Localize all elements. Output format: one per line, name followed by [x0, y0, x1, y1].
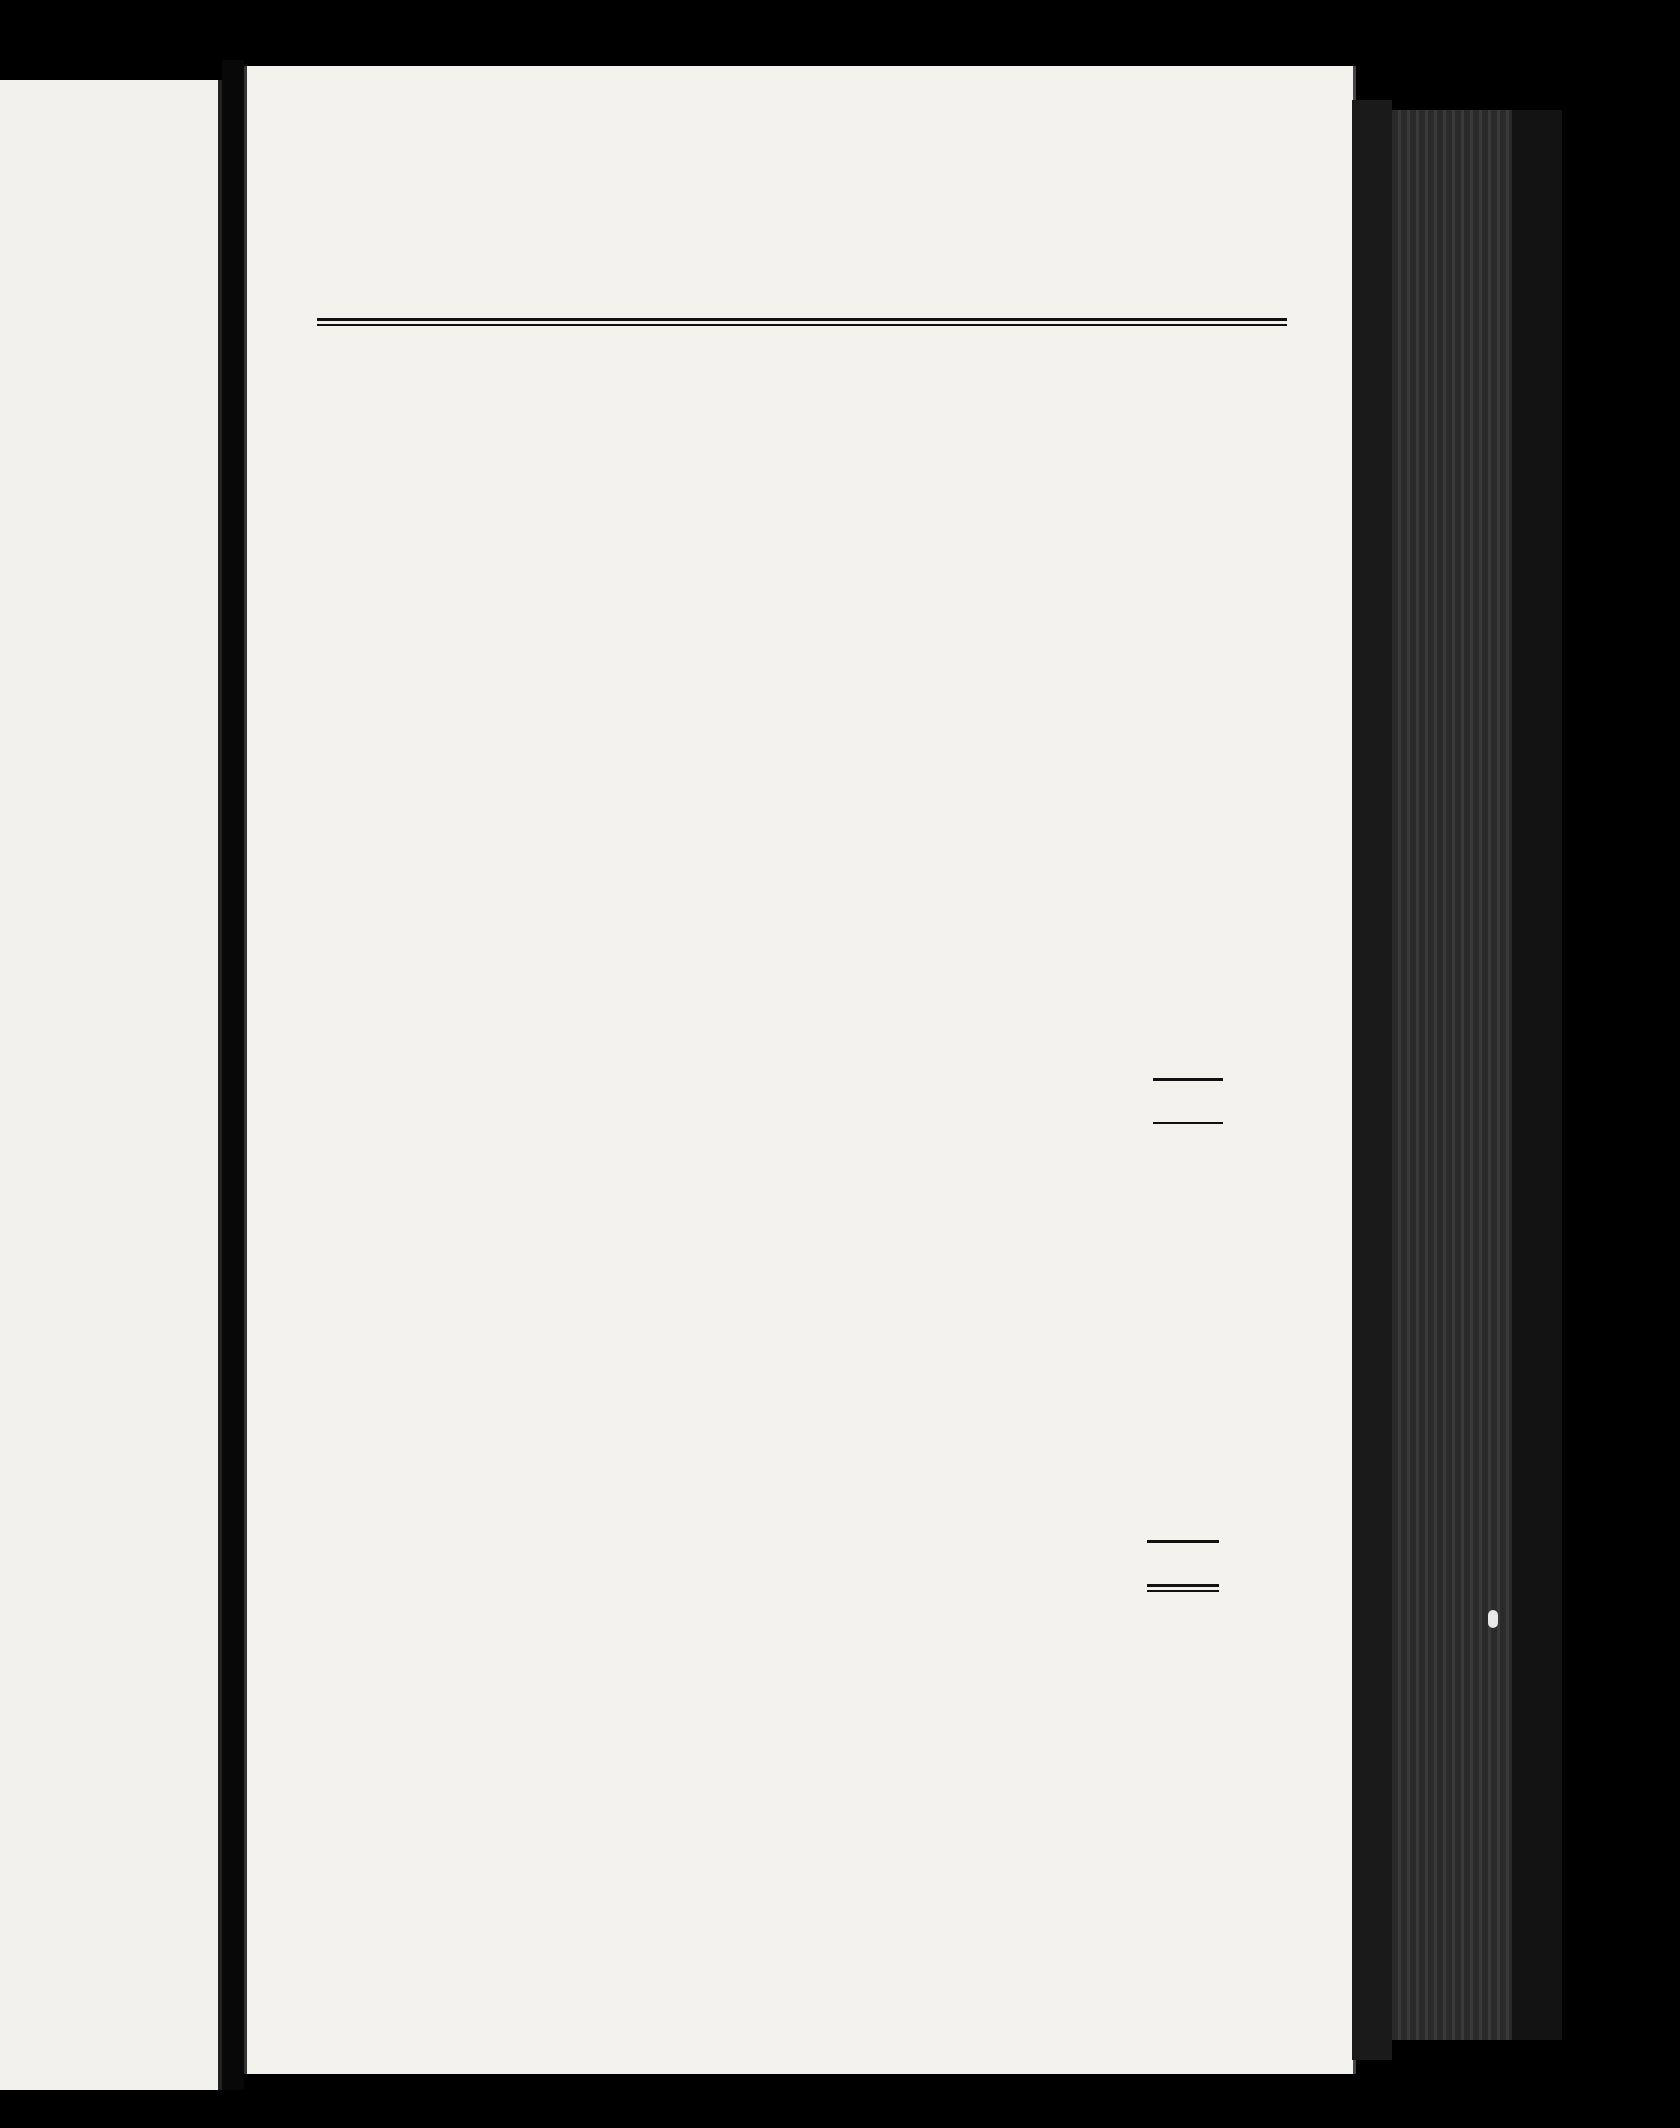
book-page-edges: [1392, 110, 1512, 2040]
book-cover-edge: [1512, 110, 1562, 2040]
ledger-page: [244, 66, 1356, 2074]
credit-total-rule: [1147, 1540, 1219, 1543]
title-rule-top: [317, 318, 1287, 321]
left-page: [0, 80, 222, 2090]
debit-total-underline: [1153, 1122, 1223, 1124]
credit-total-row: [247, 1548, 1353, 1580]
page-edge-shadow: [1352, 100, 1392, 2060]
book-gutter: [222, 60, 244, 2090]
credit-total-underline-1: [1147, 1584, 1219, 1587]
credit-total-underline-2: [1147, 1590, 1219, 1592]
title-rule-bottom: [317, 324, 1287, 326]
edge-speck: [1488, 1610, 1498, 1628]
debit-total-row: [247, 1086, 1353, 1118]
debit-total-rule: [1153, 1078, 1223, 1081]
